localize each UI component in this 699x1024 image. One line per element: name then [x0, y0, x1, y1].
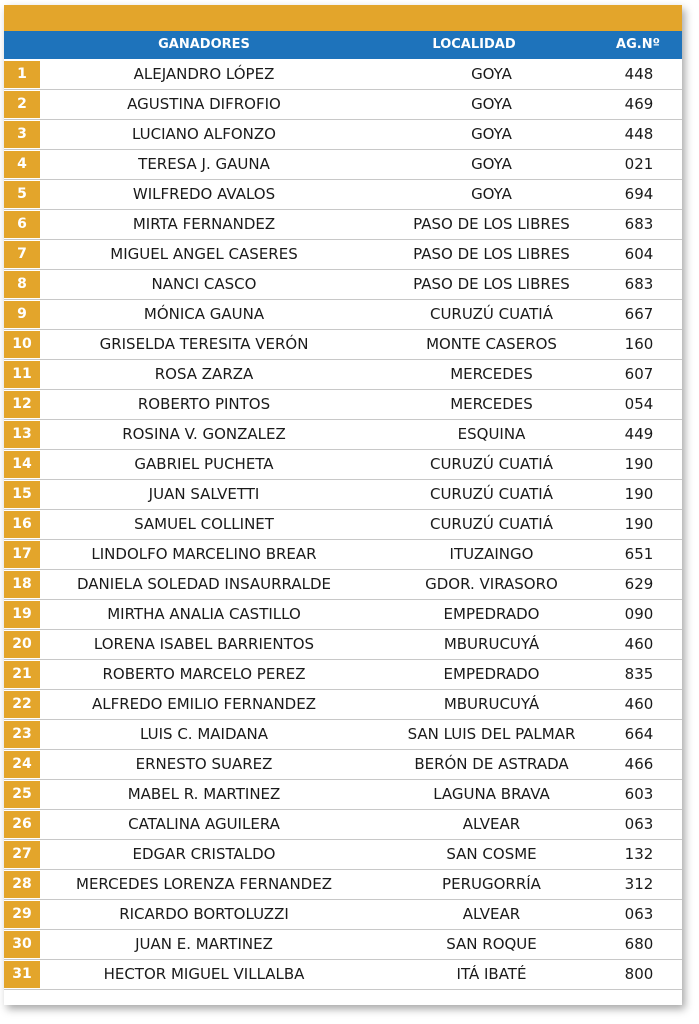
winner-localidad: ITUZAINGO — [449, 545, 534, 563]
winner-localidad: ALVEAR — [462, 905, 521, 923]
table-row — [4, 720, 682, 750]
winner-name: WILFREDO AVALOS — [132, 185, 276, 203]
winner-localidad: MBURUCUYÁ — [443, 635, 540, 653]
winner-localidad: CURUZÚ CUATIÁ — [429, 515, 553, 533]
table-row — [4, 510, 682, 540]
table-row — [4, 150, 682, 180]
table-row — [4, 870, 682, 900]
winner-name: MÓNICA GAUNA — [143, 305, 265, 323]
winner-localidad: GOYA — [471, 155, 512, 173]
agency-number: 132 — [624, 845, 654, 863]
winner-name: SAMUEL COLLINET — [134, 515, 274, 533]
winner-name: LUIS C. MAIDANA — [140, 725, 268, 743]
winner-name: TERESA J. GAUNA — [138, 155, 270, 173]
row-number: 21 — [4, 661, 40, 688]
winner-localidad: GDOR. VIRASORO — [425, 575, 558, 593]
agency-number: 190 — [624, 515, 654, 533]
agency-number: 190 — [624, 455, 654, 473]
agency-number: 800 — [624, 965, 654, 983]
winner-name: GABRIEL PUCHETA — [134, 455, 274, 473]
table-row — [4, 360, 682, 390]
winner-name: MIRTHA ANALIA CASTILLO — [107, 605, 301, 623]
winner-localidad: CURUZÚ CUATIÁ — [429, 485, 553, 503]
table-row — [4, 180, 682, 210]
table-row — [4, 540, 682, 570]
table-header — [4, 31, 682, 59]
table-row — [4, 120, 682, 150]
winner-localidad: ITÁ IBATÉ — [456, 965, 527, 983]
winner-localidad: GOYA — [471, 95, 512, 113]
table-row — [4, 630, 682, 660]
table-row — [4, 330, 682, 360]
row-number: 25 — [4, 781, 40, 808]
row-number: 18 — [4, 571, 40, 598]
row-number: 12 — [4, 391, 40, 418]
row-number: 3 — [4, 121, 40, 148]
winner-localidad: SAN COSME — [446, 845, 537, 863]
winner-name: RICARDO BORTOLUZZI — [119, 905, 289, 923]
row-number: 24 — [4, 751, 40, 778]
winner-localidad: SAN LUIS DEL PALMAR — [407, 725, 576, 743]
winner-name: EDGAR CRISTALDO — [132, 845, 276, 863]
winner-localidad: PASO DE LOS LIBRES — [413, 245, 570, 263]
table-row — [4, 660, 682, 690]
row-number: 31 — [4, 961, 40, 988]
row-number: 10 — [4, 331, 40, 358]
agency-number: 629 — [624, 575, 654, 593]
table-row — [4, 270, 682, 300]
agency-number: 021 — [624, 155, 654, 173]
winner-localidad: GOYA — [471, 125, 512, 143]
winner-name: JUAN SALVETTI — [148, 485, 260, 503]
table-row — [4, 60, 682, 90]
header-localidad: LOCALIDAD — [432, 37, 516, 52]
agency-number: 607 — [624, 365, 654, 383]
row-number: 16 — [4, 511, 40, 538]
winner-localidad: MERCEDES — [450, 365, 533, 383]
agency-number: 466 — [624, 755, 654, 773]
header-ganadores: GANADORES — [158, 37, 250, 52]
winner-name: AGUSTINA DIFROFIO — [127, 95, 281, 113]
winner-localidad: SAN ROQUE — [446, 935, 537, 953]
agency-number: 448 — [624, 125, 654, 143]
agency-number: 312 — [624, 875, 654, 893]
agency-number: 683 — [624, 215, 654, 233]
winner-name: ALEJANDRO LÓPEZ — [133, 65, 275, 83]
winner-name: MIGUEL ANGEL CASERES — [110, 245, 298, 263]
top-accent-bar — [4, 5, 682, 31]
agency-number: 680 — [624, 935, 654, 953]
row-number: 11 — [4, 361, 40, 388]
winner-localidad: MERCEDES — [450, 395, 533, 413]
row-number: 19 — [4, 601, 40, 628]
winners-table-card — [4, 5, 682, 1005]
agency-number: 063 — [624, 815, 654, 833]
agency-number: 667 — [624, 305, 654, 323]
winner-localidad: GOYA — [471, 65, 512, 83]
agency-number: 448 — [624, 65, 654, 83]
table-row — [4, 930, 682, 960]
winner-name: ROSA ZARZA — [154, 365, 254, 383]
winner-localidad: CURUZÚ CUATIÁ — [429, 455, 553, 473]
row-number: 5 — [4, 181, 40, 208]
winner-localidad: CURUZÚ CUATIÁ — [429, 305, 553, 323]
winner-name: GRISELDA TERESITA VERÓN — [99, 335, 309, 353]
winner-localidad: MBURUCUYÁ — [443, 695, 540, 713]
table-row — [4, 600, 682, 630]
header-agencia: AG.Nº — [616, 37, 660, 52]
row-number: 27 — [4, 841, 40, 868]
winner-name: ROBERTO PINTOS — [137, 395, 271, 413]
winner-localidad: PASO DE LOS LIBRES — [413, 215, 570, 233]
table-row — [4, 810, 682, 840]
winner-name: NANCI CASCO — [151, 275, 257, 293]
agency-number: 063 — [624, 905, 654, 923]
winner-name: DANIELA SOLEDAD INSAURRALDE — [77, 575, 331, 593]
table-row — [4, 480, 682, 510]
winner-localidad: BERÓN DE ASTRADA — [414, 755, 569, 773]
table-row — [4, 90, 682, 120]
row-number: 13 — [4, 421, 40, 448]
table-row — [4, 390, 682, 420]
table-row — [4, 780, 682, 810]
winner-name: ERNESTO SUAREZ — [135, 755, 273, 773]
row-number: 6 — [4, 211, 40, 238]
winner-name: JUAN E. MARTINEZ — [135, 935, 273, 953]
row-number: 29 — [4, 901, 40, 928]
table-row — [4, 210, 682, 240]
row-number: 8 — [4, 271, 40, 298]
winner-name: ROBERTO MARCELO PEREZ — [102, 665, 306, 683]
agency-number: 835 — [624, 665, 654, 683]
agency-number: 603 — [624, 785, 654, 803]
agency-number: 054 — [624, 395, 654, 413]
winner-name: ALFREDO EMILIO FERNANDEZ — [91, 695, 316, 713]
row-number: 28 — [4, 871, 40, 898]
agency-number: 651 — [624, 545, 654, 563]
agency-number: 683 — [624, 275, 654, 293]
row-number: 17 — [4, 541, 40, 568]
winner-name: LUCIANO ALFONZO — [132, 125, 276, 143]
table-row — [4, 840, 682, 870]
table-row — [4, 240, 682, 270]
table-row — [4, 570, 682, 600]
row-number: 4 — [4, 151, 40, 178]
table-row — [4, 960, 682, 990]
agency-number: 460 — [624, 695, 654, 713]
table-row — [4, 750, 682, 780]
row-number: 22 — [4, 691, 40, 718]
winner-name: MERCEDES LORENZA FERNANDEZ — [76, 875, 332, 893]
row-number: 1 — [4, 61, 40, 88]
winner-localidad: MONTE CASEROS — [426, 335, 557, 353]
table-row — [4, 900, 682, 930]
table-row — [4, 690, 682, 720]
table-row — [4, 450, 682, 480]
winner-localidad: PERUGORRÍA — [442, 875, 541, 893]
row-number: 26 — [4, 811, 40, 838]
agency-number: 469 — [624, 95, 654, 113]
row-number: 2 — [4, 91, 40, 118]
agency-number: 694 — [624, 185, 654, 203]
agency-number: 160 — [624, 335, 654, 353]
winner-localidad: GOYA — [471, 185, 512, 203]
winner-localidad: ALVEAR — [462, 815, 521, 833]
winner-localidad: LAGUNA BRAVA — [433, 785, 550, 803]
winner-localidad: EMPEDRADO — [443, 605, 540, 623]
winner-localidad: PASO DE LOS LIBRES — [413, 275, 570, 293]
row-number: 14 — [4, 451, 40, 478]
agency-number: 190 — [624, 485, 654, 503]
row-number: 30 — [4, 931, 40, 958]
table-row — [4, 420, 682, 450]
winner-localidad: EMPEDRADO — [443, 665, 540, 683]
agency-number: 664 — [624, 725, 654, 743]
row-number: 20 — [4, 631, 40, 658]
table-body — [4, 60, 682, 990]
agency-number: 604 — [624, 245, 654, 263]
row-number: 15 — [4, 481, 40, 508]
row-number: 9 — [4, 301, 40, 328]
row-number: 23 — [4, 721, 40, 748]
table-row — [4, 300, 682, 330]
row-number: 7 — [4, 241, 40, 268]
winner-name: ROSINA V. GONZALEZ — [122, 425, 286, 443]
winner-name: MIRTA FERNANDEZ — [132, 215, 276, 233]
winner-name: HECTOR MIGUEL VILLALBA — [103, 965, 305, 983]
winner-name: LORENA ISABEL BARRIENTOS — [93, 635, 315, 653]
winner-name: MABEL R. MARTINEZ — [127, 785, 281, 803]
winner-localidad: ESQUINA — [457, 425, 526, 443]
agency-number: 460 — [624, 635, 654, 653]
agency-number: 090 — [624, 605, 654, 623]
winner-name: LINDOLFO MARCELINO BREAR — [91, 545, 317, 563]
agency-number: 449 — [624, 425, 654, 443]
winner-name: CATALINA AGUILERA — [128, 815, 280, 833]
